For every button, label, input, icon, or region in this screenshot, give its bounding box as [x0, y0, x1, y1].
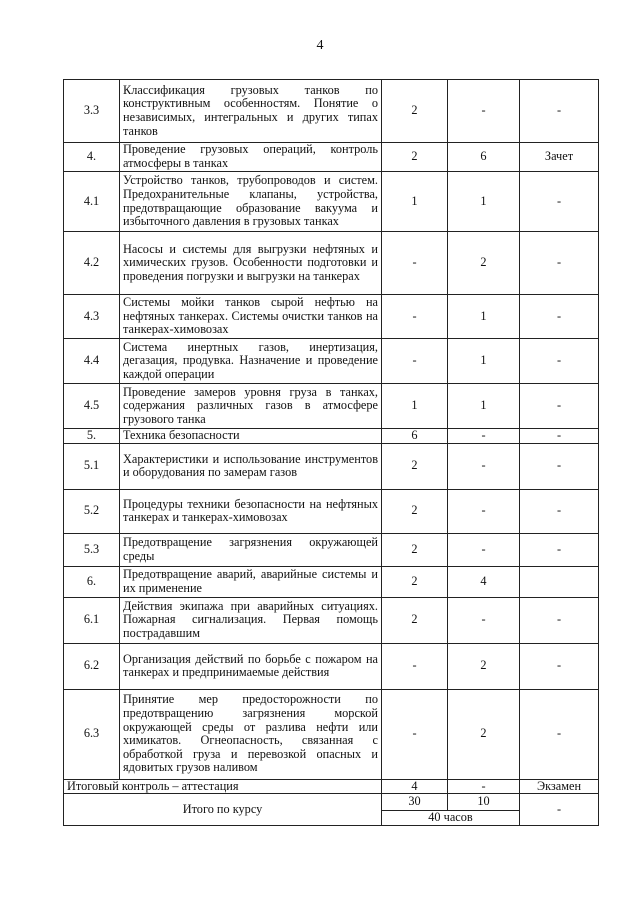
section-title: Характеристики и использование инструментов и оборудования по замерам газов: [120, 443, 382, 489]
section-number: 4.: [64, 143, 120, 172]
practice-hours: 2: [448, 643, 520, 689]
lecture-hours: 1: [382, 384, 448, 429]
section-title: Устройство танков, трубопроводов и систем. Предохранительные клапаны, устройства, предотвращающие образование вакуума и избыточного давления в грузовых танках: [120, 172, 382, 232]
control-form: -: [520, 339, 599, 384]
control-form: -: [520, 295, 599, 339]
section-number: 4.4: [64, 339, 120, 384]
table-row: [64, 443, 599, 489]
practice-hours: 1: [448, 172, 520, 232]
section-title: Предотвращение аварий, аварийные системы и их применение: [120, 566, 382, 597]
lecture-hours: 2: [382, 80, 448, 143]
curriculum-table: [63, 79, 599, 826]
course-total-label: Итого по курсу: [64, 794, 382, 826]
section-number: 4.5: [64, 384, 120, 429]
practice-hours: 1: [448, 339, 520, 384]
table-row: [64, 384, 599, 429]
total-practice-hours: 10: [448, 794, 520, 811]
control-form: Экзамен: [520, 779, 599, 794]
section-title: Проведение грузовых операций, контроль атмосферы в танках: [120, 143, 382, 172]
practice-hours: 4: [448, 566, 520, 597]
practice-hours: -: [448, 597, 520, 643]
table-row: [64, 429, 599, 444]
control-form: -: [520, 80, 599, 143]
section-number: 5.3: [64, 533, 120, 566]
control-form: -: [520, 597, 599, 643]
practice-hours: -: [448, 443, 520, 489]
lecture-hours: 4: [382, 779, 448, 794]
section-number: 6.1: [64, 597, 120, 643]
section-number: 5.: [64, 429, 120, 444]
section-title: Классификация грузовых танков по конструктивным особенностям. Понятие о независимых, интегральных и других типах танков: [120, 80, 382, 143]
section-title: Система инертных газов, инертизация, дегазация, продувка. Назначение и проведение каждой операции: [120, 339, 382, 384]
lecture-hours: 2: [382, 533, 448, 566]
course-total-row: [64, 794, 599, 811]
section-title: Процедуры техники безопасности на нефтяных танкерах и танкерах-химовозах: [120, 489, 382, 533]
section-title: Насосы и системы для выгрузки нефтяных и химических грузов. Особенности подготовки и проведения погрузки и выгрузки на танкерах: [120, 232, 382, 295]
table-row: [64, 143, 599, 172]
control-form: -: [520, 429, 599, 444]
section-number: 6.2: [64, 643, 120, 689]
lecture-hours: -: [382, 232, 448, 295]
final-control-label: Итоговый контроль – аттестация: [64, 779, 382, 794]
section-number: 6.: [64, 566, 120, 597]
table-row: [64, 232, 599, 295]
total-lecture-hours: 30: [382, 794, 448, 811]
control-form: -: [520, 172, 599, 232]
page-number: 4: [316, 38, 324, 53]
table-row: [64, 689, 599, 779]
practice-hours: -: [448, 80, 520, 143]
table-row: [64, 643, 599, 689]
lecture-hours: 2: [382, 597, 448, 643]
section-number: 5.1: [64, 443, 120, 489]
control-form: -: [520, 689, 599, 779]
table-row: [64, 566, 599, 597]
control-form: -: [520, 533, 599, 566]
table-row: [64, 597, 599, 643]
lecture-hours: -: [382, 689, 448, 779]
practice-hours: -: [448, 779, 520, 794]
section-number: 3.3: [64, 80, 120, 143]
total-control-form: -: [520, 794, 599, 826]
section-title: Проведение замеров уровня груза в танках, содержания различных газов в атмосфере грузового танка: [120, 384, 382, 429]
lecture-hours: 1: [382, 172, 448, 232]
section-number: 4.2: [64, 232, 120, 295]
practice-hours: 2: [448, 232, 520, 295]
practice-hours: -: [448, 533, 520, 566]
control-form: -: [520, 643, 599, 689]
table-row: [64, 339, 599, 384]
lecture-hours: -: [382, 339, 448, 384]
section-title: Предотвращение загрязнения окружающей среды: [120, 533, 382, 566]
control-form: -: [520, 384, 599, 429]
control-form: Зачет: [520, 143, 599, 172]
lecture-hours: 2: [382, 143, 448, 172]
lecture-hours: -: [382, 643, 448, 689]
table-row: [64, 80, 599, 143]
lecture-hours: 2: [382, 566, 448, 597]
section-title: Действия экипажа при аварийных ситуациях. Пожарная сигнализация. Первая помощь пострадавшим: [120, 597, 382, 643]
lecture-hours: 6: [382, 429, 448, 444]
practice-hours: 6: [448, 143, 520, 172]
table-row: [64, 295, 599, 339]
lecture-hours: 2: [382, 489, 448, 533]
practice-hours: 1: [448, 295, 520, 339]
table-row: [64, 172, 599, 232]
total-hours: 40 часов: [382, 811, 520, 826]
section-title: Техника безопасности: [120, 429, 382, 444]
control-form: -: [520, 489, 599, 533]
control-form: -: [520, 443, 599, 489]
section-number: 5.2: [64, 489, 120, 533]
lecture-hours: 2: [382, 443, 448, 489]
final-control-row: [64, 779, 599, 794]
practice-hours: -: [448, 429, 520, 444]
table-row: [64, 533, 599, 566]
section-number: 4.3: [64, 295, 120, 339]
section-number: 4.1: [64, 172, 120, 232]
section-number: 6.3: [64, 689, 120, 779]
section-title: Системы мойки танков сырой нефтью на нефтяных танкерах. Системы очистки танков на танкерах-химовозах: [120, 295, 382, 339]
table-row: [64, 489, 599, 533]
section-title: Организация действий по борьбе с пожаром на танкерах и предпринимаемые действия: [120, 643, 382, 689]
control-form: -: [520, 232, 599, 295]
practice-hours: 1: [448, 384, 520, 429]
practice-hours: -: [448, 489, 520, 533]
practice-hours: 2: [448, 689, 520, 779]
lecture-hours: -: [382, 295, 448, 339]
section-title: Принятие мер предосторожности по предотвращению загрязнения морской окружающей среды от разлива нефти или химикатов. Огнеопасность, связанная с обработкой груза и перевозкой опасных и ядовитых грузов наливом: [120, 689, 382, 779]
control-form: [520, 566, 599, 597]
